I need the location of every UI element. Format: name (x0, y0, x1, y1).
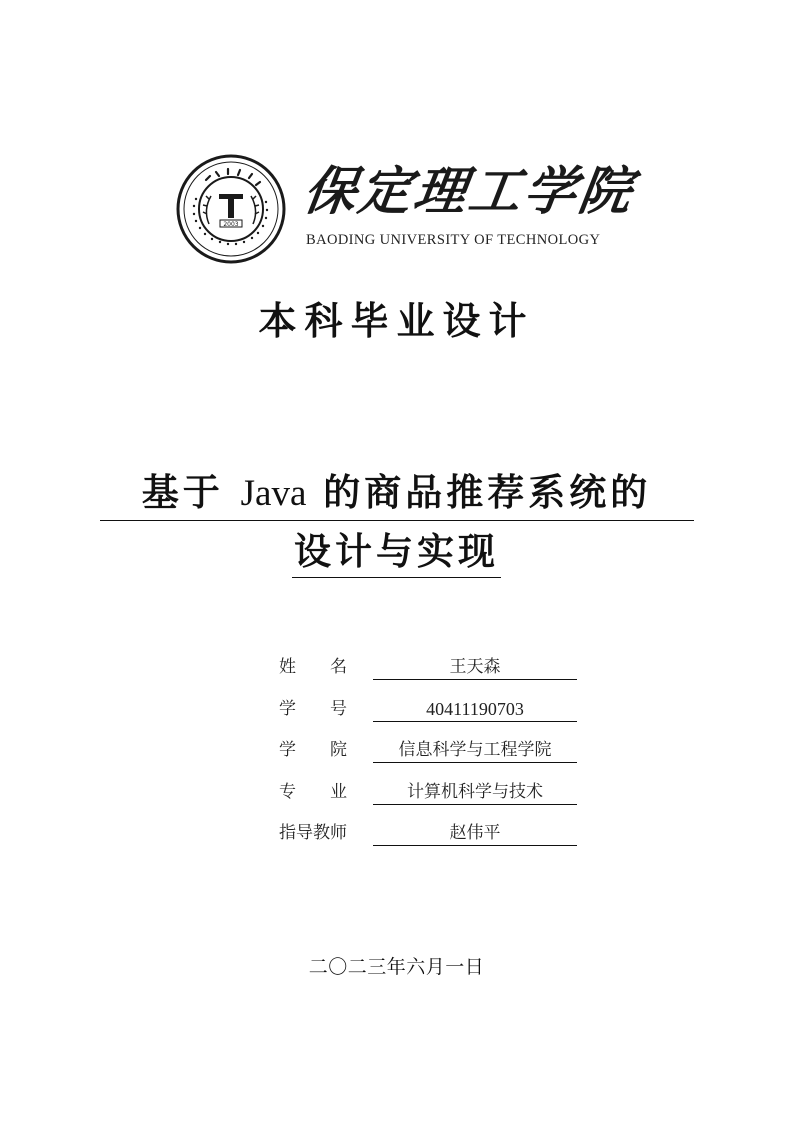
info-row-college (279, 737, 579, 779)
major-value: 计算机科学与技术 (373, 779, 577, 805)
title-latin-word: Java (240, 473, 307, 514)
submission-date: 二〇二三年六月一日 (308, 956, 485, 978)
college-label: 学 院 (279, 740, 347, 760)
college-value: 信息科学与工程学院 (373, 737, 577, 763)
info-row-name (279, 654, 579, 696)
info-row-major (279, 779, 579, 821)
info-row-advisor (279, 820, 579, 862)
degree-type-heading: 本科毕业设计 (258, 298, 535, 343)
university-name-cn: 保定理工学院 (299, 161, 639, 222)
name-label: 姓 名 (279, 657, 347, 677)
thesis-title-line-1 (100, 468, 694, 521)
student-id-value: 40411190703 (373, 696, 577, 722)
name-value: 王天森 (373, 654, 577, 680)
student-id-label: 学 号 (279, 698, 347, 719)
svg-text:2003: 2003 (223, 221, 239, 228)
info-row-student-id (279, 696, 579, 738)
university-seal-icon (176, 154, 286, 264)
university-wordmark (299, 160, 644, 260)
major-label: 专 业 (279, 781, 347, 802)
university-name-en: BAODING UNIVERSITY OF TECHNOLOGY (306, 232, 601, 248)
student-info-block (279, 654, 579, 862)
title-suffix: 的商品推荐系统的 (323, 470, 652, 514)
thesis-title (0, 468, 793, 578)
advisor-label: 指导教师 (279, 823, 347, 843)
university-header (176, 154, 646, 266)
title-prefix: 基于 (141, 470, 224, 514)
thesis-title-line-2: 设计与实现 (292, 527, 501, 578)
advisor-value: 赵伟平 (373, 820, 577, 846)
